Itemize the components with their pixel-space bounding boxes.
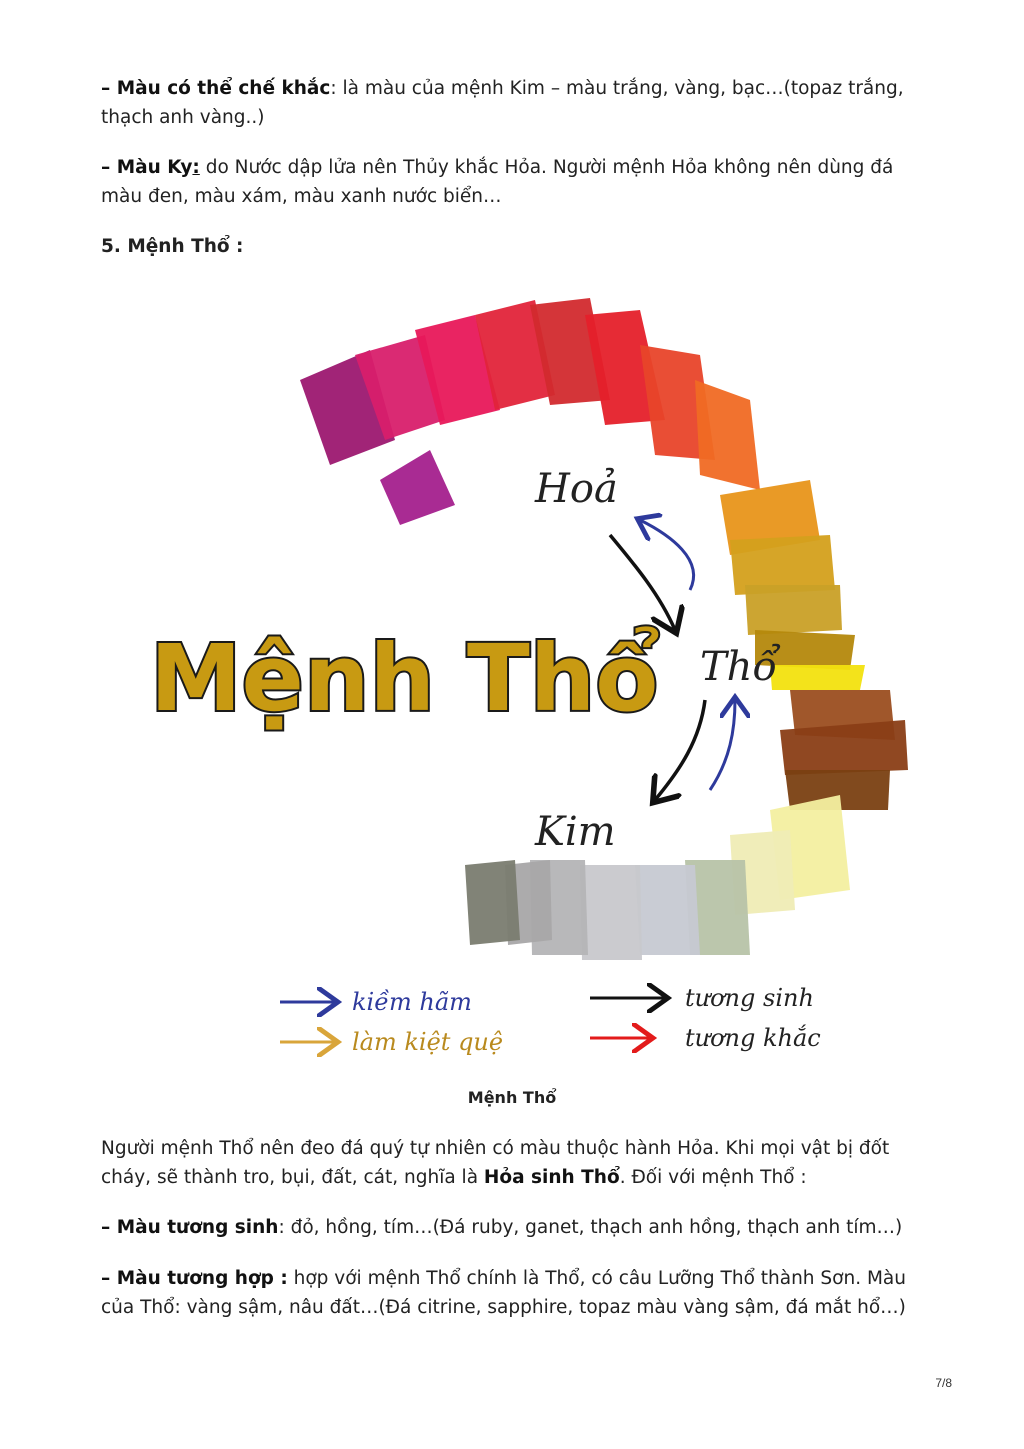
- label-kim: Kim: [535, 809, 616, 855]
- color-wheel-illustration: [130, 290, 920, 1065]
- brush-strokes-kim: [465, 795, 850, 960]
- arrow-kiem-ham-lower: [710, 700, 735, 790]
- paragraph-ky: [101, 153, 923, 211]
- arrow-tuong-sinh-lower: [655, 700, 705, 800]
- paragraph-text: : đỏ, hồng, tím…(Đá ruby, ganet, thạch anh hồng, thạch anh tím…): [278, 1217, 903, 1238]
- paragraph-text: Người mệnh Thổ nên đeo đá quý tự nhiên có màu thuộc hành Hỏa. Khi mọi vật bị đốt cháy, sẽ thành tro, bụi, đất, cát, nghĩa là: [101, 1138, 890, 1188]
- arrow-kiem-ham-upper: [640, 520, 694, 590]
- label-tho: Thổ: [700, 644, 777, 690]
- paragraph-bold: – Màu tương hợp :: [101, 1268, 288, 1289]
- paragraph-tuong-sinh: [101, 1213, 923, 1242]
- figure-menh-tho: [130, 290, 920, 1065]
- page-number: 7/8: [935, 1376, 952, 1390]
- paragraph-bold: – Màu có thể chế khắc: [101, 78, 331, 99]
- figure-caption: Mệnh Thổ: [467, 1088, 557, 1107]
- label-hoa: Hoả: [535, 466, 618, 512]
- paragraph-bold: Hỏa sinh Thổ: [483, 1167, 620, 1188]
- brush-strokes-hoa: [300, 298, 760, 525]
- paragraph-text: hợp với mệnh Thổ chính là Thổ, có câu Lưỡng Thổ thành Sơn. Màu của Thổ: vàng sậm, nâu đất…(Đá citrine, sapphire, topaz màu vàng sậm, đá mắt hổ…): [101, 1268, 906, 1318]
- paragraph-intro-tho: [101, 1134, 923, 1192]
- legend-tuong-khac: tương khắc: [685, 1024, 821, 1052]
- paragraph-bold: – Màu Ky: [101, 157, 193, 178]
- arrow-tuong-sinh-upper: [610, 535, 675, 630]
- paragraph-che-khac: [101, 74, 923, 132]
- section-heading: 5. Mệnh Thổ :: [101, 236, 244, 257]
- paragraph-text: : là màu của mệnh Kim – màu trắng, vàng, bạc…(topaz trắng, thạch anh vàng..): [101, 78, 904, 128]
- legend: [280, 984, 821, 1056]
- legend-kiem-ham: kiềm hãm: [352, 988, 472, 1016]
- paragraph-bold: – Màu tương sinh: [101, 1217, 279, 1238]
- paragraph-tuong-hop: [101, 1264, 923, 1322]
- paragraph-bold-colon: :: [192, 157, 200, 178]
- paragraph-text: . Đối với mệnh Thổ :: [619, 1167, 807, 1188]
- paragraph-text: do Nước dập lửa nên Thủy khắc Hỏa. Người mệnh Hỏa không nên dùng đá màu đen, màu xám, màu xanh nước biển…: [101, 157, 894, 207]
- figure-title: Mệnh Thổ: [150, 625, 659, 732]
- legend-tuong-sinh: tương sinh: [685, 984, 814, 1012]
- legend-lam-kiet-que: làm kiệt quệ: [352, 1028, 504, 1056]
